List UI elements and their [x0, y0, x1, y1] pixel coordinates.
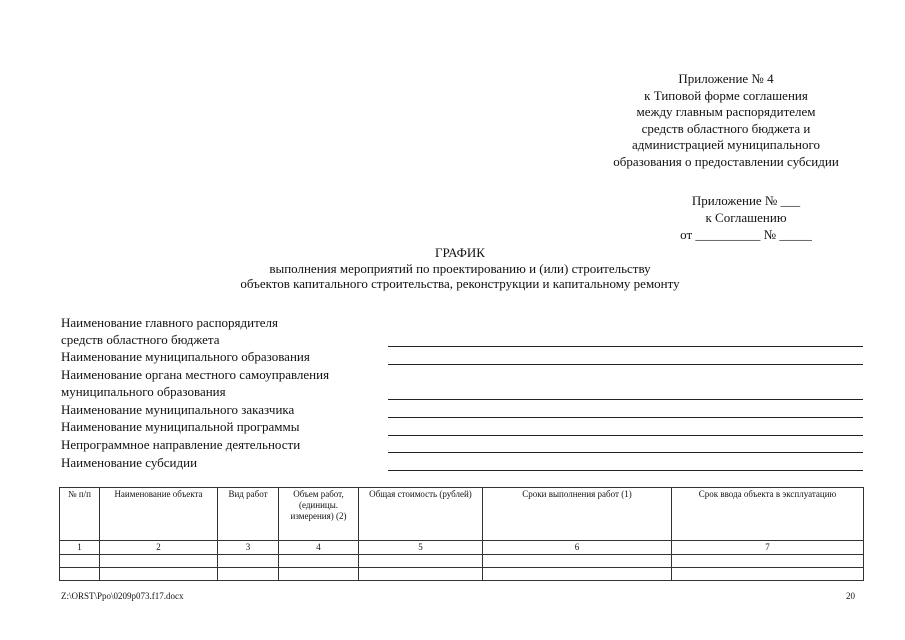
field-label: Наименование муниципального заказчика	[61, 402, 295, 417]
field-label: средств областного бюджета	[61, 332, 220, 347]
appendix-line: к Типовой форме соглашения	[644, 87, 808, 103]
table-cell[interactable]	[218, 568, 279, 581]
table-cell[interactable]	[279, 555, 359, 568]
table-number-row	[60, 541, 864, 555]
column-header: № п/п	[60, 488, 100, 541]
column-number: 5	[359, 541, 483, 555]
agreement-line: Приложение № ___	[691, 193, 801, 208]
appendix-line: Приложение № 4	[678, 71, 774, 86]
table-cell[interactable]	[359, 555, 483, 568]
table-cell[interactable]	[60, 555, 100, 568]
table-cell[interactable]	[483, 568, 672, 581]
column-header: Общая стоимость (рублей)	[359, 488, 483, 541]
agreement-appendix	[660, 192, 832, 243]
table-row	[60, 568, 864, 581]
column-number: 3	[218, 541, 279, 555]
table-row	[60, 555, 864, 568]
table-cell[interactable]	[100, 568, 218, 581]
column-header: Наименование объекта	[100, 488, 218, 541]
agreement-line: от __________ № _____	[680, 227, 812, 242]
table-cell[interactable]	[672, 568, 864, 581]
field-label: Наименование муниципального образования	[61, 349, 310, 364]
agreement-line: к Соглашению	[705, 210, 787, 225]
field-label: Непрограммное направление деятельности	[61, 437, 301, 452]
appendix-line: администрацией муниципального	[631, 137, 821, 153]
column-number: 1	[60, 541, 100, 555]
field-blank-line[interactable]	[388, 417, 863, 418]
field-blank-line[interactable]	[388, 364, 863, 365]
document-title	[140, 245, 780, 292]
table-cell[interactable]	[60, 568, 100, 581]
appendix-line: образования о предоставлении субсидии	[613, 153, 839, 169]
field-blank-line[interactable]	[388, 346, 863, 347]
column-number: 7	[672, 541, 864, 555]
appendix-header	[578, 71, 874, 171]
column-header: Срок ввода объекта в эксплуатацию	[672, 488, 864, 541]
table-cell[interactable]	[359, 568, 483, 581]
field-label: Наименование субсидии	[61, 455, 198, 470]
title-heading: ГРАФИК	[435, 245, 485, 260]
table-cell[interactable]	[100, 555, 218, 568]
field-blank-line[interactable]	[388, 452, 863, 453]
appendix-line: между главным распорядителем	[636, 104, 816, 120]
title-line-1: выполнения мероприятий по проектированию и (или) строительству	[269, 260, 651, 276]
table-cell[interactable]	[218, 555, 279, 568]
file-path: Z:\ORST\Ppo\0209p073.f17.docx	[61, 591, 184, 601]
field-label: Наименование муниципальной программы	[61, 419, 300, 434]
column-number: 2	[100, 541, 218, 555]
page-number: 20	[846, 591, 855, 601]
schedule-table	[59, 487, 864, 581]
field-label: Наименование органа местного самоуправления	[61, 367, 330, 382]
column-number: 6	[483, 541, 672, 555]
table-cell[interactable]	[483, 555, 672, 568]
table-cell[interactable]	[672, 555, 864, 568]
table-header-row	[60, 488, 864, 541]
column-header: Вид работ	[218, 488, 279, 541]
column-header: Сроки выполнения работ (1)	[483, 488, 672, 541]
field-blank-line[interactable]	[388, 399, 863, 400]
field-label: Наименование главного распорядителя	[61, 315, 278, 330]
appendix-line: средств областного бюджета и	[641, 120, 811, 136]
field-label: муниципального образования	[61, 384, 226, 399]
column-header: Объем работ, (единицы. измерения) (2)	[279, 488, 359, 541]
field-blank-line[interactable]	[388, 435, 863, 436]
column-number: 4	[279, 541, 359, 555]
title-line-2: объектов капитального строительства, реконструкции и капитальному ремонту	[240, 276, 680, 291]
table-cell[interactable]	[279, 568, 359, 581]
field-blank-line[interactable]	[388, 470, 863, 471]
